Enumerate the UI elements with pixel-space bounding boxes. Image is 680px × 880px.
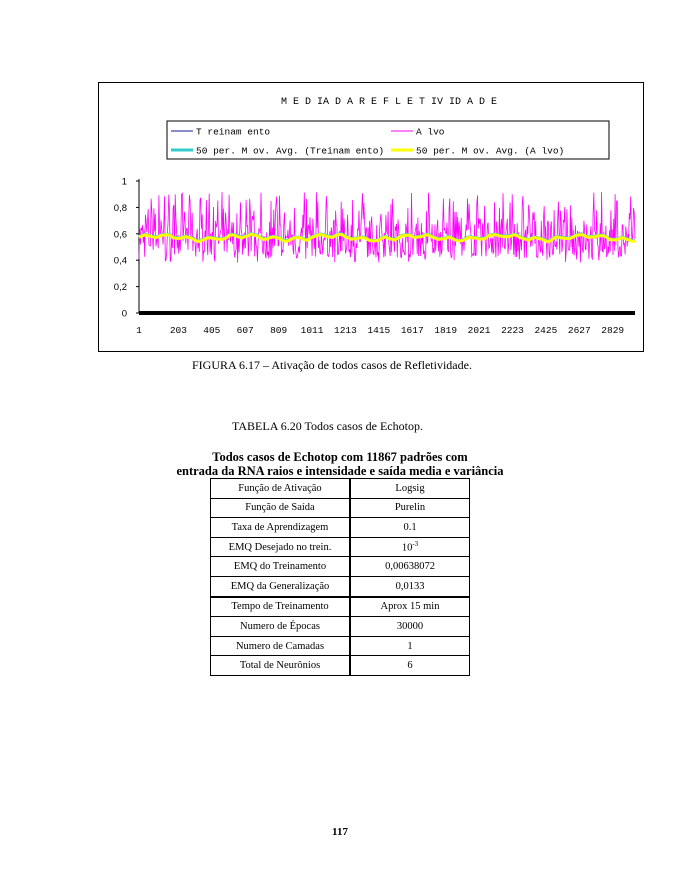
x-tick-label: 2627 [567, 325, 591, 336]
page-number: 117 [332, 826, 348, 838]
x-tick-label: 1617 [400, 325, 424, 336]
plot-area [139, 192, 635, 313]
param-label: Numero de Camadas [211, 636, 351, 656]
param-value-text: 0,00638072 [385, 561, 435, 573]
x-tick-label: 405 [203, 325, 221, 336]
x-tick-label: 1213 [334, 325, 357, 336]
legend [167, 121, 609, 159]
table-row [211, 518, 470, 538]
y-tick-label: 0,8 [113, 202, 127, 214]
x-tick-label: 1819 [434, 325, 458, 336]
param-value [350, 636, 470, 656]
table-row [211, 617, 470, 637]
param-value [350, 576, 470, 596]
parameters-table [210, 478, 470, 676]
param-label: EMQ do Treinamento [211, 557, 351, 577]
legend-label: T reinam ento [196, 126, 271, 138]
table-row [211, 636, 470, 656]
y-tick-label: 0,4 [113, 255, 127, 267]
param-value-text: 0,0133 [395, 580, 425, 592]
table-row [211, 537, 470, 557]
y-tick-label: 0,6 [113, 229, 127, 241]
param-label: Numero de Épocas [211, 617, 351, 637]
legend-label: A lvo [416, 126, 445, 138]
legend-label: 50 per. M ov. Avg. (A lvo) [416, 145, 565, 157]
param-value [350, 656, 470, 676]
param-value [350, 597, 470, 617]
x-tick-label: 809 [270, 325, 288, 336]
param-label: Taxa de Aprendizagem [211, 518, 351, 538]
table-row [211, 498, 470, 518]
x-tick-label: 607 [236, 325, 254, 336]
table-row [211, 597, 470, 617]
x-tick-label: 1011 [300, 325, 324, 336]
param-label: Função de Ativação [211, 479, 351, 499]
x-tick-label: 2223 [501, 325, 524, 336]
param-label: Total de Neurônios [211, 656, 351, 676]
param-label: Função de Saída [211, 498, 351, 518]
param-label: Tempo de Treinamento [211, 597, 351, 617]
figure-caption: FIGURA 6.17 – Ativação de todos casos de Refletividade. [192, 358, 472, 372]
table-row [211, 656, 470, 676]
param-label: EMQ da Generalização [211, 576, 351, 596]
chart-frame [98, 82, 644, 352]
table-row [211, 479, 470, 499]
param-label: EMQ Desejado no trein. [211, 537, 351, 557]
param-value-text: 0.1 [403, 521, 417, 533]
param-value [350, 518, 470, 538]
param-value [350, 617, 470, 637]
param-value-text: Aprox 15 min [380, 601, 440, 613]
param-value-text: Logsig [395, 482, 425, 494]
param-value-exponent: -3 [412, 540, 419, 549]
x-tick-label: 2425 [534, 325, 558, 336]
param-value-text: 6 [407, 660, 413, 672]
series-alvo-line [139, 192, 635, 263]
param-value [350, 557, 470, 577]
table-row [211, 576, 470, 596]
table-heading [140, 450, 540, 478]
y-tick-label: 0,2 [113, 282, 127, 294]
param-value-text: 10 [401, 542, 413, 554]
x-tick-label: 203 [169, 325, 187, 336]
table-heading-line1: Todos casos de Echotop com 11867 padrões com [212, 450, 468, 464]
y-tick-label: 0 [121, 308, 127, 320]
param-value-text: 30000 [396, 620, 424, 632]
param-value-text: Purelin [394, 502, 426, 514]
x-tick-label: 2829 [601, 325, 625, 336]
legend-label: 50 per. M ov. Avg. (Treinam ento) [196, 145, 385, 157]
table-heading-line2: entrada da RNA raios e intensidade e saída media e variância [176, 464, 504, 478]
line-chart [99, 83, 643, 351]
y-tick-label: 1 [121, 176, 127, 188]
param-value [350, 498, 470, 518]
x-tick-label: 2021 [467, 325, 491, 336]
table-row [211, 557, 470, 577]
table-caption: TABELA 6.20 Todos casos de Echotop. [232, 419, 423, 433]
param-value-text: 1 [407, 640, 413, 652]
chart-title: M E D IA D A R E F L E T IV ID A D E [280, 97, 498, 108]
param-value [350, 537, 470, 557]
series-mov-avg-alvo-line [139, 234, 635, 242]
x-tick-label: 1 [136, 325, 142, 336]
param-value [350, 479, 470, 499]
x-tick-label: 1415 [367, 325, 391, 336]
